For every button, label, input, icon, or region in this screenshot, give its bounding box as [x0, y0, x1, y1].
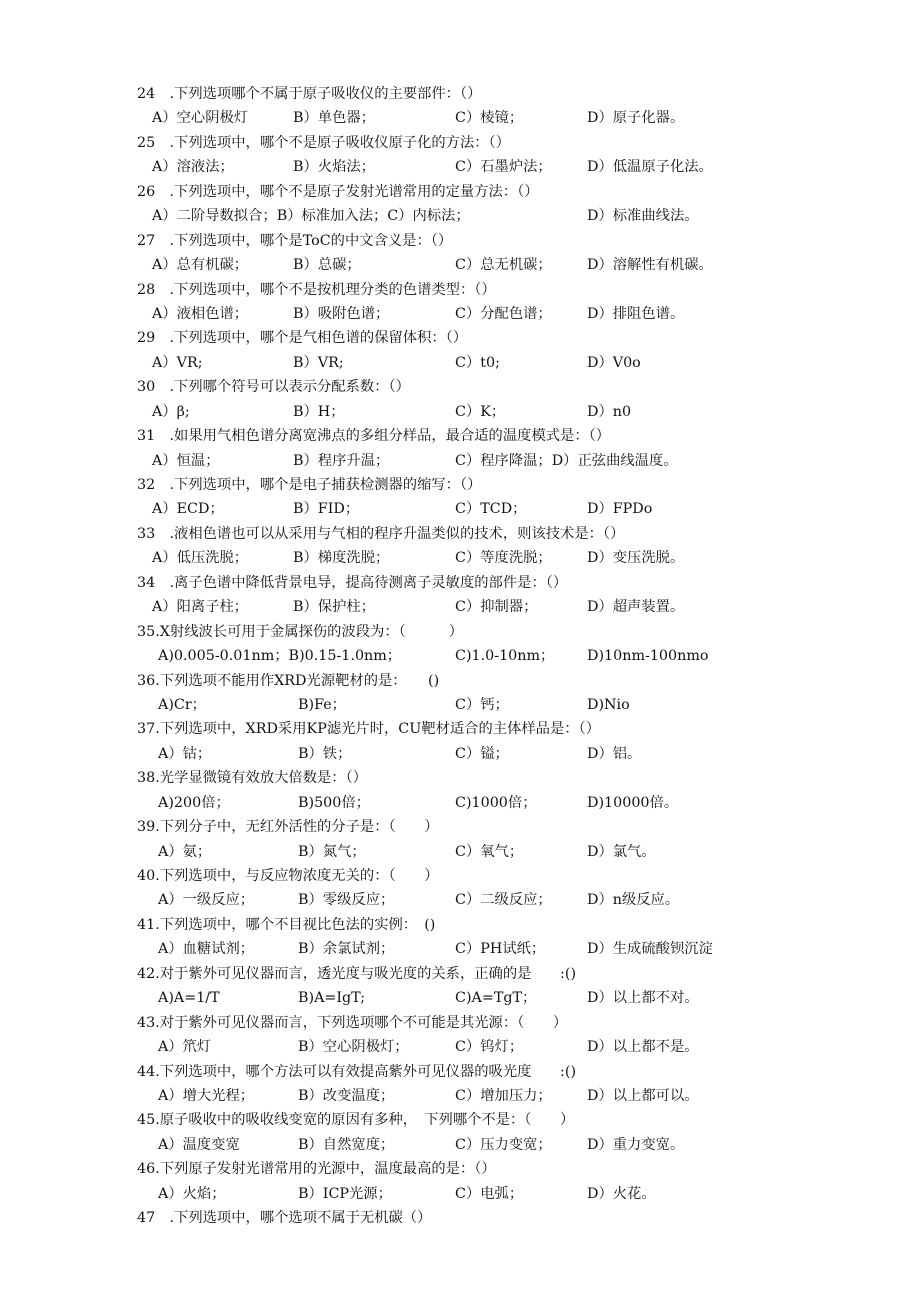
option-row [0, 644, 920, 668]
option-row [0, 888, 920, 912]
option-b: B）吸附色谱； [293, 305, 390, 322]
option-b: B）空心阴极灯； [298, 1039, 409, 1056]
question-stem: 46.下列原子发射光谱常用的光源中，温度最高的是：（） [137, 1161, 496, 1178]
option-d: D)Nio [587, 696, 630, 713]
option-a: A)200倍； [158, 794, 230, 811]
option-d: D）FPDo [587, 501, 653, 518]
question-stem-row [0, 82, 920, 106]
option-b: B）程序升温； [293, 452, 390, 469]
question-stem: 28 .下列选项中，哪个不是按机理分类的色谱类型：（） [137, 281, 496, 298]
option-row [0, 497, 920, 521]
option-b: B）零级反应； [298, 892, 395, 909]
option-row [0, 1035, 920, 1059]
option-c: C）棱镜； [455, 110, 524, 127]
option-c: C）镒； [455, 745, 509, 762]
option-row [0, 937, 920, 961]
option-d: D）以上都不对。 [587, 990, 699, 1007]
question-stem-row [0, 473, 920, 497]
option-a: A）恒温； [152, 452, 220, 469]
option-d: D）以上都可以。 [587, 1087, 699, 1104]
question-stem: 45.原子吸收中的吸收线变宽的原因有多种， 下列哪个不是：（ ） [137, 1112, 575, 1129]
option-a: A）空心阴极灯 [152, 110, 249, 127]
question-stem: 42.对于紫外可见仪器而言，透光度与吸光度的关系，正确的是 :() [137, 965, 577, 982]
option-row [0, 1182, 920, 1206]
option-a: A）二阶导数拟合；B）标准加入法；C）内标法； [152, 208, 470, 225]
option-a: A）火焰； [158, 1185, 226, 1202]
question-stem-row [0, 278, 920, 302]
question-stem-row [0, 1011, 920, 1035]
option-row [0, 302, 920, 326]
option-c: C）程序降温；D）正弦曲线温度。 [455, 452, 678, 469]
question-stem: 29 .下列选项中，哪个是气相色谱的保留体积：（） [137, 330, 468, 347]
option-c: C)A=TgT； [455, 990, 537, 1007]
question-stem-row [0, 1157, 920, 1181]
option-row [0, 791, 920, 815]
option-d: D）n级反应。 [587, 892, 680, 909]
option-c: C）压力变宽； [455, 1136, 552, 1153]
option-c: C）电弧； [455, 1185, 524, 1202]
option-c: C）t0; [455, 354, 500, 371]
option-row [0, 449, 920, 473]
option-b: B)500倍； [298, 794, 370, 811]
option-row [0, 1133, 920, 1157]
option-a: A）温度变宽 [158, 1136, 240, 1153]
option-row [0, 742, 920, 766]
question-stem-row [0, 522, 920, 546]
question-stem: 35.X射线波长可用于金属探伤的波段为：（ ） [137, 623, 463, 640]
question-stem-row [0, 962, 920, 986]
option-c: C）分配色谱； [455, 305, 552, 322]
option-row [0, 1084, 920, 1108]
option-d: D）铝。 [587, 745, 642, 762]
question-stem-row [0, 864, 920, 888]
question-list [0, 82, 920, 1231]
option-b: B）H； [293, 403, 345, 420]
option-row [0, 155, 920, 179]
option-d: D）以上都不是。 [587, 1039, 699, 1056]
option-a: A）ECD； [152, 501, 224, 518]
option-b: B）总碳； [293, 257, 361, 274]
question-stem: 41.下列选项中，哪个不目视比色法的实例： () [137, 916, 436, 933]
option-a: A)Cr； [158, 696, 206, 713]
option-c: C）二级反应； [455, 892, 552, 909]
question-stem: 38.光学显微镜有效放大倍数是：（） [137, 770, 368, 787]
question-stem: 30 .下列哪个符号可以表示分配系数：（） [137, 379, 410, 396]
option-d: D）溶解性有机碳。 [587, 257, 713, 274]
option-row [0, 106, 920, 130]
option-a: A）增大光程； [158, 1087, 255, 1104]
option-a: A）血糖试剂； [158, 941, 255, 958]
option-c: C）K； [455, 403, 506, 420]
option-row [0, 351, 920, 375]
option-c: C）抑制器； [455, 599, 538, 616]
question-stem: 43.对于紫外可见仪器而言，下列选项哪个不可能是其光源：（ ） [137, 1014, 568, 1031]
question-stem-row [0, 717, 920, 741]
option-row [0, 204, 920, 228]
question-stem: 24 .下列选项哪个不属于原子吸收仪的主要部件：（） [137, 86, 482, 102]
option-a: A）β; [152, 403, 190, 420]
option-a: A）笊灯 [158, 1039, 212, 1056]
option-c: C）氧气； [455, 843, 524, 860]
question-stem-row [0, 1060, 920, 1084]
question-stem-row [0, 180, 920, 204]
option-b: B）单色器； [293, 110, 375, 127]
question-stem-row [0, 375, 920, 399]
question-stem-row [0, 131, 920, 155]
question-stem: 32 .下列选项中，哪个是电子捕获检测器的缩写：（） [137, 477, 482, 493]
option-a: A）钴； [158, 745, 212, 762]
question-stem: 44.下列选项中，哪个方法可以有效提高紫外可见仪器的吸光度 :() [137, 1063, 577, 1080]
option-a: A）一级反应； [158, 892, 255, 909]
option-d: D）排阻色谱。 [587, 305, 685, 322]
option-d: D)10nm-100nmo [587, 648, 709, 665]
option-a: A）溶液法； [152, 159, 234, 176]
question-stem-row [0, 1108, 920, 1132]
option-d: D）火花。 [587, 1185, 656, 1202]
option-d: D）低温原子化法。 [587, 159, 713, 176]
question-stem: 33 .液相色谱也可以从采用与气相的程序升温类似的技术，则该技术是：（） [137, 525, 625, 542]
option-b: B）ICP光源； [298, 1185, 392, 1202]
option-d: D）标准曲线法。 [587, 208, 699, 225]
option-b: B）VR; [293, 354, 344, 371]
option-a: A）低压洗脱； [152, 550, 249, 567]
question-stem-row [0, 669, 920, 693]
option-row [0, 595, 920, 619]
option-row [0, 400, 920, 424]
option-b: B）保护柱； [293, 599, 375, 616]
option-a: A）总有机碳； [152, 257, 249, 274]
option-a: A）氨； [158, 843, 212, 860]
option-a: A）阳离子柱； [152, 599, 249, 616]
option-b: B）铁； [298, 745, 352, 762]
option-c: C）PH试纸； [455, 941, 546, 958]
option-b: B)A=IgT; [298, 990, 366, 1007]
option-row [0, 693, 920, 717]
question-stem-row [0, 913, 920, 937]
option-d: D）重力变宽。 [587, 1136, 685, 1153]
question-stem-row [0, 620, 920, 644]
option-d: D)10000倍。 [587, 794, 679, 811]
option-c: C)1.0-10nm； [455, 648, 555, 665]
option-d: D）原子化器。 [587, 110, 685, 127]
question-stem-row [0, 815, 920, 839]
option-b: B）余氯试剂； [298, 941, 395, 958]
option-c: C）总无机碳； [455, 257, 552, 274]
question-stem: 26 .下列选项中，哪个不是原子发射光谱常用的定量方法：（） [137, 183, 539, 200]
question-stem: 27 .下列选项中，哪个是ToC的中文含义是：（） [137, 232, 453, 249]
option-a: A）VR; [152, 354, 203, 371]
option-b: B）FID； [293, 501, 360, 518]
option-d: D）变压洗脱。 [587, 550, 685, 567]
question-stem: 47 .下列选项中，哪个选项不属于无机碳（） [137, 1210, 432, 1227]
option-d: D）氯气。 [587, 843, 656, 860]
option-b: B）自然宽度； [298, 1136, 395, 1153]
question-stem-row [0, 229, 920, 253]
option-row [0, 253, 920, 277]
question-stem: 39.下列分子中，无红外活性的分子是：（ ） [137, 819, 439, 836]
option-c: C）钙； [455, 696, 509, 713]
option-d: D）n0 [587, 403, 632, 420]
option-a: A)A=1/T [158, 990, 220, 1007]
question-stem: 37.下列选项中，XRD采用KP滤光片时，CU靶材适合的主体样品是：（） [137, 721, 600, 738]
option-b: B）改变温度； [298, 1087, 395, 1104]
question-stem-row [0, 571, 920, 595]
option-c: C）增加压力； [455, 1087, 552, 1104]
option-row [0, 840, 920, 864]
option-row [0, 986, 920, 1010]
option-d: D）生成硫酸钡沉淀 [587, 941, 713, 958]
option-b: B）火焰法； [293, 159, 375, 176]
question-stem-row [0, 766, 920, 790]
option-d: D）超声装置。 [587, 599, 685, 616]
option-c: C)1000倍； [455, 794, 537, 811]
option-a: A)0.005-0.01nm；B)0.15-1.0nm； [158, 648, 402, 665]
option-b: B）氮气； [298, 843, 366, 860]
option-b: B）梯度洗脱； [293, 550, 390, 567]
question-stem: 36.下列选项不能用作XRD光源靶材的是： () [137, 672, 440, 689]
question-stem: 34 .离子色谱中降低背景电导，提高待测离子灵敏度的部件是：（） [137, 574, 568, 591]
option-c: C）钨灯； [455, 1039, 524, 1056]
question-stem: 25 .下列选项中，哪个不是原子吸收仪原子化的方法：（） [137, 134, 511, 151]
option-b: B)Fe； [298, 696, 346, 713]
question-stem: 31 .如果用气相色谱分离宽沸点的多组分样品，最合适的温度模式是：（） [137, 428, 611, 445]
option-c: C）TCD； [455, 501, 527, 518]
option-a: A）液相色谱； [152, 305, 249, 322]
option-c: C）等度洗脱； [455, 550, 552, 567]
option-c: C）石墨炉法； [455, 159, 552, 176]
question-stem-row [0, 424, 920, 448]
question-stem-row [0, 1206, 920, 1230]
option-d: D）V0o [587, 354, 641, 371]
question-stem-row [0, 326, 920, 350]
question-stem: 40.下列选项中，与反应物浓度无关的：（ ） [137, 868, 439, 884]
option-row [0, 546, 920, 570]
